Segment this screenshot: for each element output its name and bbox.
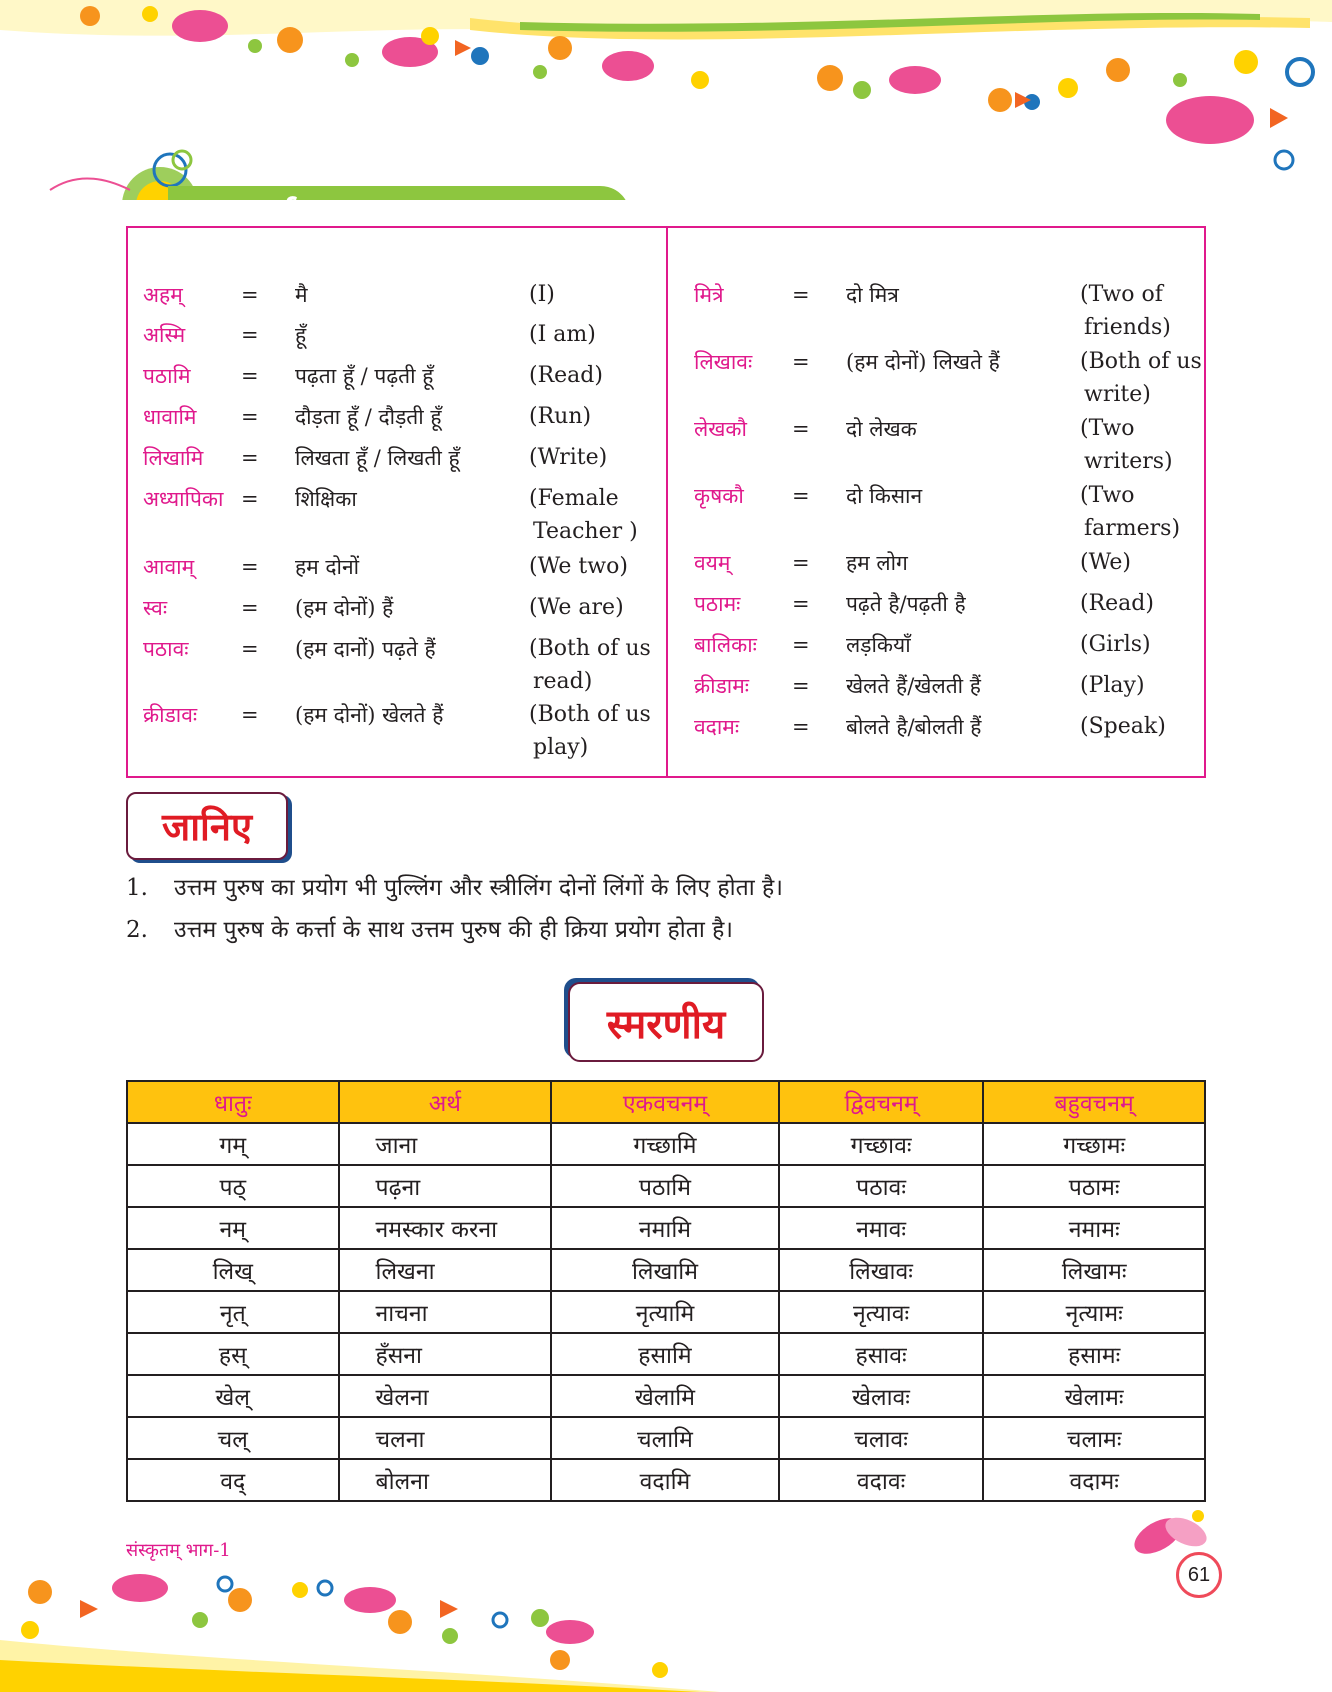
cell-dhatu: वद् bbox=[127, 1459, 339, 1501]
wm-eq: = bbox=[241, 555, 259, 579]
cell-artha: हँसना bbox=[339, 1333, 552, 1375]
cell-artha: नमस्कार करना bbox=[339, 1207, 552, 1249]
cell-ekavachanam: लिखामि bbox=[551, 1249, 779, 1291]
table-row bbox=[127, 1165, 1205, 1207]
cell-bahuvachanam: नृत्यामः bbox=[983, 1291, 1205, 1333]
cell-bahuvachanam: लिखामः bbox=[983, 1249, 1205, 1291]
wm-meaning: खेलते हैं/खेलती हैं bbox=[846, 674, 981, 698]
col-header-dhatu: धातुः bbox=[127, 1081, 339, 1123]
col-header-ekavachanam: एकवचनम् bbox=[551, 1081, 779, 1123]
cell-bahuvachanam: गच्छामः bbox=[983, 1123, 1205, 1165]
cell-bahuvachanam: चलामः bbox=[983, 1417, 1205, 1459]
wm-english-cont: read) bbox=[533, 669, 593, 694]
wm-word: लेखकौ bbox=[694, 417, 747, 441]
cell-dvivachanam: पठावः bbox=[779, 1165, 984, 1207]
jaaniye-heading: जानिए bbox=[126, 792, 288, 860]
cell-bahuvachanam: नमामः bbox=[983, 1207, 1205, 1249]
table-row bbox=[127, 1291, 1205, 1333]
wm-eq: = bbox=[241, 283, 259, 307]
table-row bbox=[127, 1417, 1205, 1459]
wm-meaning: बोलते है/बोलती हैं bbox=[846, 715, 982, 739]
cell-dvivachanam: नमावः bbox=[779, 1207, 984, 1249]
wm-word: आवाम् bbox=[143, 555, 195, 579]
cell-dvivachanam: गच्छावः bbox=[779, 1123, 984, 1165]
cell-dvivachanam: खेलावः bbox=[779, 1375, 984, 1417]
cell-bahuvachanam: खेलामः bbox=[983, 1375, 1205, 1417]
wm-eq: = bbox=[792, 551, 810, 575]
wm-english-cont: Teacher ) bbox=[533, 519, 638, 544]
wm-english: (We two) bbox=[529, 554, 628, 579]
wm-meaning: दो मित्र bbox=[846, 283, 899, 307]
cell-dvivachanam: चलावः bbox=[779, 1417, 984, 1459]
wm-eq: = bbox=[241, 637, 259, 661]
wm-word: अहम् bbox=[143, 283, 183, 307]
wm-meaning: पढ़ते है/पढ़ती है bbox=[846, 592, 966, 616]
wm-meaning: लड़कियाँ bbox=[846, 633, 911, 657]
wm-english-cont: farmers) bbox=[1084, 516, 1181, 541]
wm-meaning: लिखता हूँ / लिखती हूँ bbox=[295, 446, 460, 470]
wm-english: (Two of bbox=[1080, 282, 1163, 307]
wm-word: मित्रे bbox=[694, 283, 724, 307]
wm-word: क्रीडावः bbox=[143, 703, 198, 727]
cell-dhatu: लिख् bbox=[127, 1249, 339, 1291]
wm-eq: = bbox=[241, 596, 259, 620]
page-number: 61 bbox=[1176, 1552, 1222, 1598]
cell-artha: खेलना bbox=[339, 1375, 552, 1417]
wm-meaning: शिक्षिका bbox=[295, 487, 357, 511]
wm-english: (Both of us bbox=[1080, 349, 1202, 374]
wm-meaning: हम लोग bbox=[846, 551, 908, 575]
floral-header-decoration bbox=[0, 0, 1332, 200]
wm-english-cont: friends) bbox=[1084, 315, 1171, 340]
cell-artha: चलना bbox=[339, 1417, 552, 1459]
cell-dhatu: पठ् bbox=[127, 1165, 339, 1207]
wm-word: पठामः bbox=[694, 592, 741, 616]
wm-word: लिखावः bbox=[694, 350, 753, 374]
wm-eq: = bbox=[792, 417, 810, 441]
floral-footer-decoration bbox=[0, 1560, 1332, 1692]
note-text: उत्तम पुरुष के कर्त्ता के साथ उत्तम पुरुष की ही क्रिया प्रयोग होता है। bbox=[174, 917, 734, 943]
wm-eq: = bbox=[792, 484, 810, 508]
wm-english: (We are) bbox=[529, 595, 624, 620]
wm-eq: = bbox=[792, 350, 810, 374]
table-row bbox=[127, 1207, 1205, 1249]
wm-english: (Run) bbox=[529, 404, 592, 429]
cell-ekavachanam: हसामि bbox=[551, 1333, 779, 1375]
col-header-bahuvachanam: बहुवचनम् bbox=[983, 1081, 1205, 1123]
cell-artha: नाचना bbox=[339, 1291, 552, 1333]
wm-eq: = bbox=[241, 323, 259, 347]
wm-eq: = bbox=[241, 364, 259, 388]
wm-eq: = bbox=[792, 633, 810, 657]
cell-bahuvachanam: हसामः bbox=[983, 1333, 1205, 1375]
wm-english: (Play) bbox=[1080, 673, 1145, 698]
wm-eq: = bbox=[792, 674, 810, 698]
wm-eq: = bbox=[241, 703, 259, 727]
wm-meaning: हम दोनों bbox=[295, 555, 360, 579]
wm-english: (Speak) bbox=[1080, 714, 1166, 739]
wm-english: (We) bbox=[1080, 550, 1132, 575]
wm-meaning: (हम दोनों) हैं bbox=[295, 596, 394, 620]
note-number: 1. bbox=[126, 875, 148, 901]
cell-dhatu: नृत् bbox=[127, 1291, 339, 1333]
wm-word: पठावः bbox=[143, 637, 189, 661]
wm-word: अस्मि bbox=[143, 323, 186, 347]
wm-word: लिखामि bbox=[143, 446, 204, 470]
wm-word: वयम् bbox=[694, 551, 731, 575]
cell-artha: जाना bbox=[339, 1123, 552, 1165]
wm-english: (Write) bbox=[529, 445, 608, 470]
wm-english: (Both of us bbox=[529, 702, 651, 727]
wm-eq: = bbox=[792, 592, 810, 616]
cell-artha: लिखना bbox=[339, 1249, 552, 1291]
wm-meaning: हूँ bbox=[295, 323, 307, 347]
table-header-row bbox=[127, 1081, 1205, 1123]
word-meaning-divider bbox=[666, 226, 668, 778]
wm-english: (Read) bbox=[529, 363, 603, 388]
word-meaning-title: शब्दार्थ(word meaning) bbox=[208, 195, 618, 238]
wm-meaning: (हम दोनों) लिखते हैं bbox=[846, 350, 1000, 374]
cell-dvivachanam: हसावः bbox=[779, 1333, 984, 1375]
cell-ekavachanam: वदामि bbox=[551, 1459, 779, 1501]
wm-eq: = bbox=[792, 715, 810, 739]
wm-english-cont: writers) bbox=[1084, 449, 1173, 474]
table-row bbox=[127, 1375, 1205, 1417]
wm-english: (Both of us bbox=[529, 636, 651, 661]
wm-word: धावामि bbox=[143, 405, 197, 429]
note-2 bbox=[126, 912, 733, 948]
cell-dhatu: हस् bbox=[127, 1333, 339, 1375]
wm-word: अध्यापिका bbox=[143, 487, 224, 511]
note-number: 2. bbox=[126, 917, 148, 943]
wm-meaning: दो किसान bbox=[846, 484, 923, 508]
cell-dhatu: चल् bbox=[127, 1417, 339, 1459]
wm-meaning: दौड़ता हूँ / दौड़ती हूँ bbox=[295, 405, 442, 429]
wm-english-cont: write) bbox=[1084, 382, 1151, 407]
wm-english: (Female bbox=[529, 486, 619, 511]
wm-meaning: (हम दानों) पढ़ते हैं bbox=[295, 637, 436, 661]
book-title: संस्कृतम् भाग-1 bbox=[126, 1540, 231, 1561]
dhatu-table bbox=[126, 1080, 1206, 1502]
cell-ekavachanam: गच्छामि bbox=[551, 1123, 779, 1165]
wm-english-cont: play) bbox=[533, 735, 589, 760]
wm-english: (Two bbox=[1080, 483, 1135, 508]
wm-english: (Read) bbox=[1080, 591, 1154, 616]
wm-eq: = bbox=[241, 405, 259, 429]
cell-dhatu: गम् bbox=[127, 1123, 339, 1165]
cell-ekavachanam: खेलामि bbox=[551, 1375, 779, 1417]
note-1 bbox=[126, 870, 783, 906]
wm-eq: = bbox=[792, 283, 810, 307]
col-header-dvivachanam: द्विवचनम् bbox=[779, 1081, 984, 1123]
wm-meaning: मै bbox=[295, 283, 308, 307]
wm-word: वदामः bbox=[694, 715, 740, 739]
cell-bahuvachanam: वदामः bbox=[983, 1459, 1205, 1501]
col-header-artha: अर्थ bbox=[339, 1081, 552, 1123]
wm-english: (I) bbox=[529, 282, 555, 307]
wm-meaning: पढ़ता हूँ / पढ़ती हूँ bbox=[295, 364, 434, 388]
note-text: उत्तम पुरुष का प्रयोग भी पुल्लिंग और स्त्रीलिंग दोनों लिंगों के लिए होता है। bbox=[174, 875, 783, 901]
table-row bbox=[127, 1123, 1205, 1165]
cell-ekavachanam: नृत्यामि bbox=[551, 1291, 779, 1333]
wm-word: बालिकाः bbox=[694, 633, 757, 657]
table-row bbox=[127, 1459, 1205, 1501]
cell-dvivachanam: लिखावः bbox=[779, 1249, 984, 1291]
cell-dvivachanam: नृत्यावः bbox=[779, 1291, 984, 1333]
wm-english: (Girls) bbox=[1080, 632, 1151, 657]
cell-bahuvachanam: पठामः bbox=[983, 1165, 1205, 1207]
wm-word: पठामि bbox=[143, 364, 191, 388]
cell-dvivachanam: वदावः bbox=[779, 1459, 984, 1501]
wm-word: क्रीडामः bbox=[694, 674, 750, 698]
wm-word: स्वः bbox=[143, 596, 168, 620]
wm-meaning: दो लेखक bbox=[846, 417, 917, 441]
wm-meaning: (हम दोनों) खेलते हैं bbox=[295, 703, 444, 727]
smaraniya-heading: स्मरणीय bbox=[568, 982, 764, 1062]
cell-ekavachanam: चलामि bbox=[551, 1417, 779, 1459]
cell-ekavachanam: नमामि bbox=[551, 1207, 779, 1249]
wm-english: (Two bbox=[1080, 416, 1135, 441]
cell-artha: पढ़ना bbox=[339, 1165, 552, 1207]
table-row bbox=[127, 1333, 1205, 1375]
wm-eq: = bbox=[241, 487, 259, 511]
wm-word: कृषकौ bbox=[694, 484, 744, 508]
cell-artha: बोलना bbox=[339, 1459, 552, 1501]
cell-dhatu: नम् bbox=[127, 1207, 339, 1249]
wm-english: (I am) bbox=[529, 322, 596, 347]
wm-eq: = bbox=[241, 446, 259, 470]
cell-ekavachanam: पठामि bbox=[551, 1165, 779, 1207]
table-row bbox=[127, 1249, 1205, 1291]
cell-dhatu: खेल् bbox=[127, 1375, 339, 1417]
